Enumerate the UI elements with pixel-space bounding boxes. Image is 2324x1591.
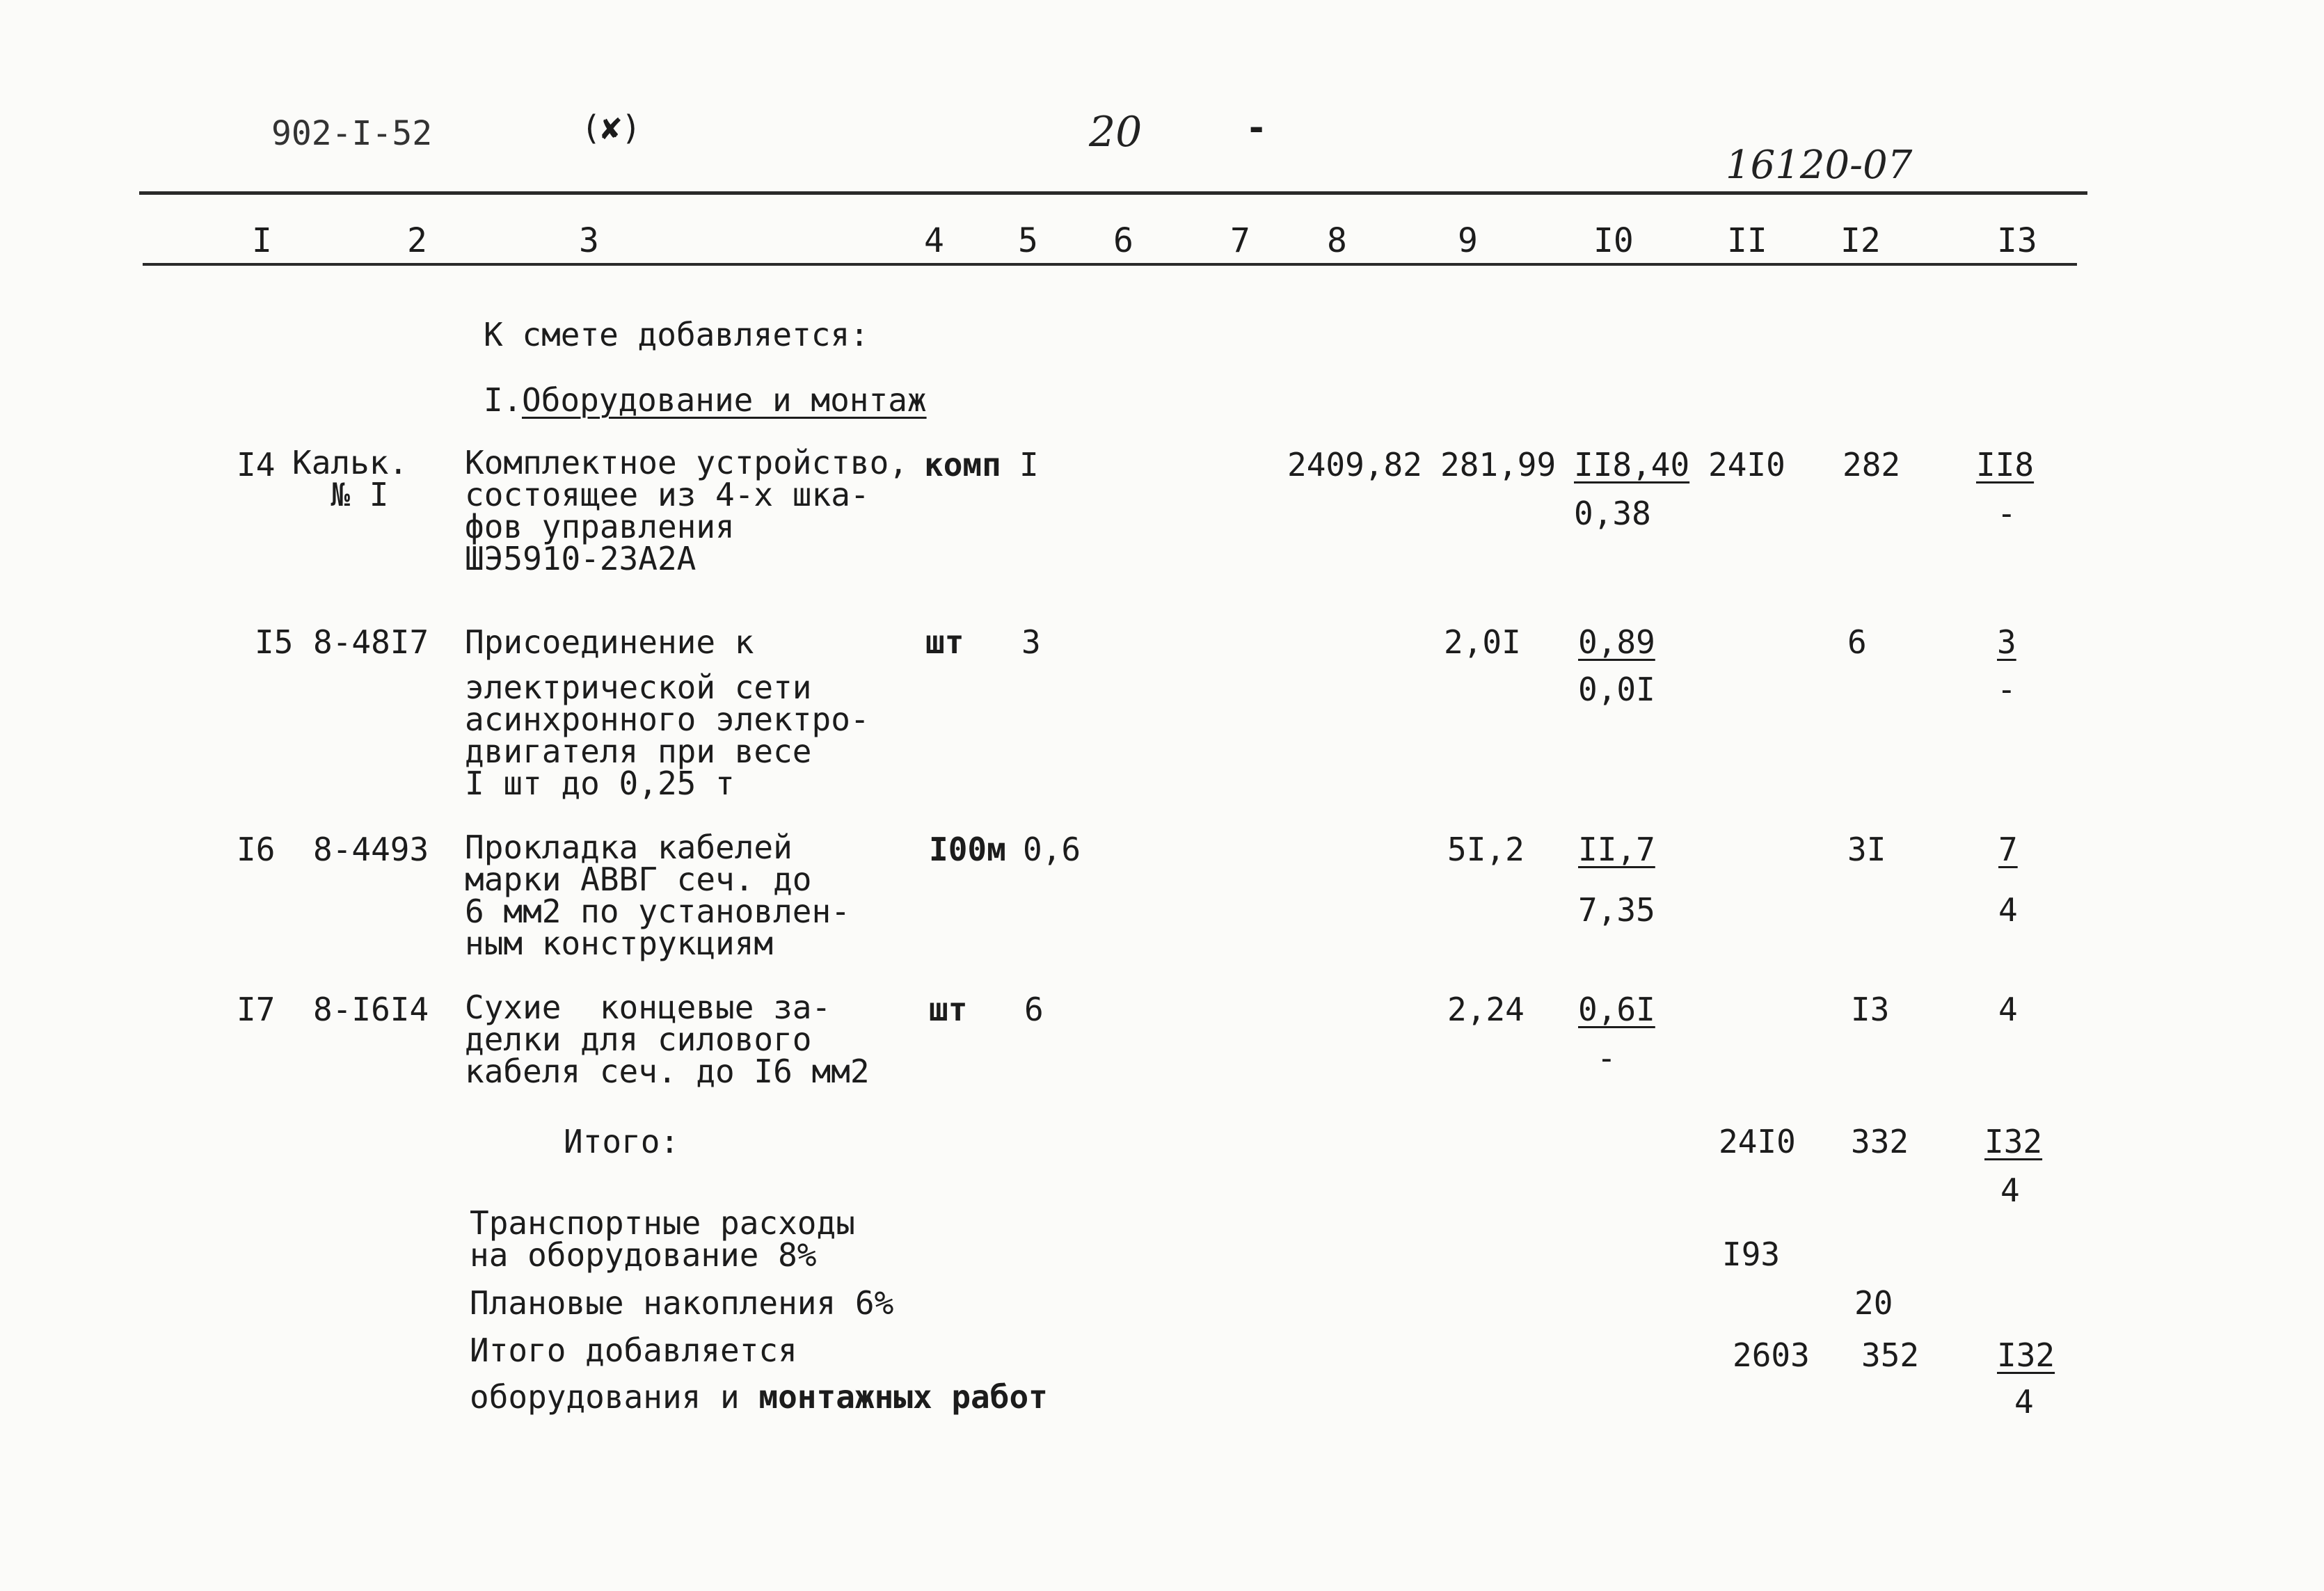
row-c13-bottom: - <box>1997 671 2016 708</box>
total-added-c11: 2603 <box>1733 1336 1810 1374</box>
row-c13-top: 7 <box>1998 831 2018 868</box>
col-header-9: 9 <box>1458 221 1478 260</box>
row-c12: I3 <box>1851 991 1890 1028</box>
row-unit: комп <box>924 446 1001 483</box>
row-c12: 3I <box>1847 831 1886 868</box>
planned-savings-c12: 20 <box>1854 1284 1893 1322</box>
subtotal-label: Итого: <box>564 1123 680 1160</box>
row-c13-top: 3 <box>1997 623 2016 661</box>
section-title: Оборудование и монтаж <box>522 381 927 419</box>
row-name: Комплектное устройство, состоящее из 4-х шка- фов управления ШЭ5910-23А2А <box>465 444 908 577</box>
transport-costs-label: Транспортные расходы на оборудование 8% <box>470 1204 855 1274</box>
row-c10-bottom: - <box>1597 1039 1616 1077</box>
row-code: 8-I6I4 <box>313 991 429 1028</box>
row-c13-bottom: - <box>1997 495 2016 532</box>
document-number: 16120-07 <box>1726 143 1913 188</box>
total-added-c13-top: I32 <box>1997 1336 2055 1374</box>
col-header-4: 4 <box>924 221 944 260</box>
page-number: 20 <box>1089 108 1143 157</box>
total-added-c12: 352 <box>1861 1336 1920 1374</box>
transport-costs-c11: I93 <box>1722 1236 1781 1273</box>
row-qty: 6 <box>1024 991 1044 1028</box>
header-top-rule <box>139 191 2087 195</box>
col-header-12: I2 <box>1840 221 1881 260</box>
row-c10-bottom: 7,35 <box>1578 891 1655 929</box>
project-mark: (✘) <box>581 109 642 147</box>
row-code: 8-48I7 <box>313 623 429 661</box>
row-num: I5 <box>255 623 294 661</box>
row-c9: 281,99 <box>1440 446 1557 483</box>
header-dash: - <box>1245 107 1268 149</box>
subtotal-c11: 24I0 <box>1719 1123 1796 1160</box>
row-name: Прокладка кабелей марки АВВГ сеч. до 6 мм2 по установлен- ным конструкциям <box>465 829 850 962</box>
row-c12: 6 <box>1847 623 1867 661</box>
subtotal-c12: 332 <box>1851 1123 1909 1160</box>
col-header-5: 5 <box>1018 221 1038 260</box>
row-name-first-line: Присоединение к <box>465 623 754 661</box>
row-code: Кальк. № I <box>292 444 408 513</box>
row-c11: 24I0 <box>1708 446 1785 483</box>
equipment-works-label-normal: оборудования и <box>470 1378 759 1416</box>
row-c8: 2409,82 <box>1287 446 1422 483</box>
row-unit: I00м <box>929 831 1006 868</box>
row-num: I4 <box>237 446 276 483</box>
row-name: электрической сети асинхронного электро- двигателя при весе I шт до 0,25 т <box>465 669 870 802</box>
header-bottom-rule <box>143 263 2077 266</box>
row-qty: 3 <box>1021 623 1041 661</box>
col-header-6: 6 <box>1113 221 1133 260</box>
col-header-2: 2 <box>407 221 427 260</box>
row-qty: I <box>1019 446 1039 483</box>
row-unit: шт <box>925 623 964 661</box>
row-code: 8-4493 <box>313 831 429 868</box>
total-added-label: Итого добавляется <box>470 1332 797 1369</box>
row-c10-top: 0,6I <box>1578 991 1655 1028</box>
row-c10-top: II,7 <box>1578 831 1655 868</box>
row-name: Сухие концевые за- делки для силового кабеля сеч. до I6 мм2 <box>465 989 870 1090</box>
total-added-c13-bottom: 4 <box>2014 1383 2034 1421</box>
row-qty: 0,6 <box>1023 831 1081 868</box>
row-c10-bottom: 0,38 <box>1574 495 1651 532</box>
row-unit: шт <box>929 991 968 1028</box>
row-c10-top: II8,40 <box>1574 446 1690 483</box>
col-header-3: 3 <box>579 221 599 260</box>
row-c10-top: 0,89 <box>1578 623 1655 661</box>
col-header-10: I0 <box>1593 221 1634 260</box>
col-header-8: 8 <box>1327 221 1347 260</box>
row-c9: 2,24 <box>1447 991 1525 1028</box>
col-header-11: II <box>1727 221 1767 260</box>
row-c12: 282 <box>1843 446 1901 483</box>
project-code: 902-I-52 <box>271 114 433 153</box>
row-c9: 2,0I <box>1444 623 1521 661</box>
planned-savings-label: Плановые накопления 6% <box>470 1284 894 1322</box>
equipment-works-label-bold: монтажных работ <box>758 1378 1048 1416</box>
section-number: I. <box>484 381 523 419</box>
col-header-7: 7 <box>1230 221 1250 260</box>
subtotal-c13-top: I32 <box>1984 1123 2043 1160</box>
col-header-1: I <box>252 221 272 260</box>
row-num: I7 <box>237 991 276 1028</box>
added-to-estimate-heading: К смете добавляется: <box>484 316 869 353</box>
row-c13-top: 4 <box>1998 991 2018 1028</box>
equipment-works-label <box>470 1378 1048 1416</box>
row-c10-bottom: 0,0I <box>1578 671 1655 708</box>
row-c9: 5I,2 <box>1447 831 1525 868</box>
col-header-13: I3 <box>1997 221 2037 260</box>
row-num: I6 <box>237 831 276 868</box>
row-c13-bottom: 4 <box>1998 891 2018 929</box>
row-c13-top: II8 <box>1976 446 2035 483</box>
subtotal-c13-bottom: 4 <box>2000 1172 2020 1209</box>
